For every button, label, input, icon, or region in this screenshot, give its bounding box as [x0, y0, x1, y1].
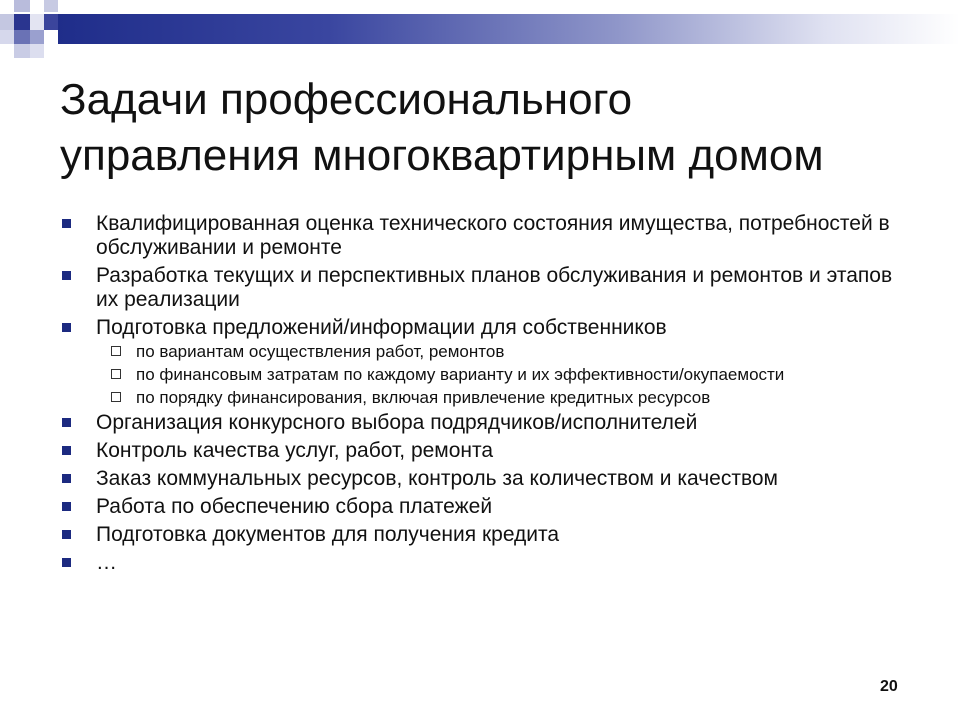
bullet-text: Квалифицированная оценка технического состояния имущества, потребностей в обслуживании и ремонте — [96, 212, 890, 259]
bullet-item — [60, 551, 920, 575]
bullet-text: … — [96, 551, 117, 574]
square-bullet-icon — [62, 418, 71, 427]
sub-bullet-text: по порядку финансирования, включая привлечение кредитных ресурсов — [136, 388, 711, 407]
bullet-item — [60, 316, 920, 407]
bullet-list — [60, 212, 920, 579]
bullet-text: Работа по обеспечению сбора платежей — [96, 495, 493, 518]
decor-square-1 — [14, 0, 30, 12]
square-bullet-icon — [62, 323, 71, 332]
decor-square-9 — [30, 30, 44, 44]
square-bullet-icon — [62, 219, 71, 228]
decor-square-8 — [14, 30, 30, 44]
decor-square-11 — [30, 44, 44, 58]
bullet-item — [60, 264, 920, 312]
bullet-text: Контроль качества услуг, работ, ремонта — [96, 439, 494, 462]
decor-square-6 — [44, 14, 58, 30]
square-bullet-icon — [62, 474, 71, 483]
square-bullet-icon — [62, 446, 71, 455]
decor-square-2 — [44, 0, 58, 12]
decor-square-7 — [0, 30, 14, 44]
sub-bullet-text: по вариантам осуществления работ, ремонтов — [136, 342, 505, 361]
square-bullet-icon — [62, 558, 71, 567]
decor-square-4 — [14, 14, 30, 30]
square-bullet-icon — [62, 502, 71, 511]
decor-square-5 — [30, 14, 44, 30]
sub-bullet-list — [96, 342, 920, 407]
title-line-1: Задачи профессионального — [60, 75, 633, 124]
sub-bullet-item — [96, 365, 920, 384]
sub-bullet-text: по финансовым затратам по каждому варианту и их эффективности/окупаемости — [136, 365, 785, 384]
hollow-square-bullet-icon — [111, 369, 121, 379]
decor-square-10 — [14, 44, 30, 58]
bullet-text: Подготовка документов для получения кредита — [96, 523, 560, 546]
square-bullet-icon — [62, 271, 71, 280]
bullet-text: Подготовка предложений/информации для собственников — [96, 316, 667, 339]
title-line-2: управления многоквартирным домом — [60, 131, 824, 180]
slide-title — [60, 72, 920, 184]
bullet-text: Заказ коммунальных ресурсов, контроль за количеством и качеством — [96, 467, 778, 490]
bullet-item — [60, 212, 920, 260]
bullet-item — [60, 439, 920, 463]
hollow-square-bullet-icon — [111, 392, 121, 402]
bullet-item — [60, 523, 920, 547]
hollow-square-bullet-icon — [111, 346, 121, 356]
header-gradient-bar — [58, 14, 960, 44]
bullet-item — [60, 411, 920, 435]
bullet-item — [60, 495, 920, 519]
sub-bullet-item — [96, 388, 920, 407]
bullet-item — [60, 467, 920, 491]
bullet-text: Разработка текущих и перспективных планов обслуживания и ремонтов и этапов их реализации — [96, 264, 893, 311]
square-bullet-icon — [62, 530, 71, 539]
sub-bullet-item — [96, 342, 920, 361]
page-number: 20 — [880, 678, 898, 695]
decor-square-3 — [0, 14, 14, 30]
bullet-text: Организация конкурсного выбора подрядчиков/исполнителей — [96, 411, 698, 434]
